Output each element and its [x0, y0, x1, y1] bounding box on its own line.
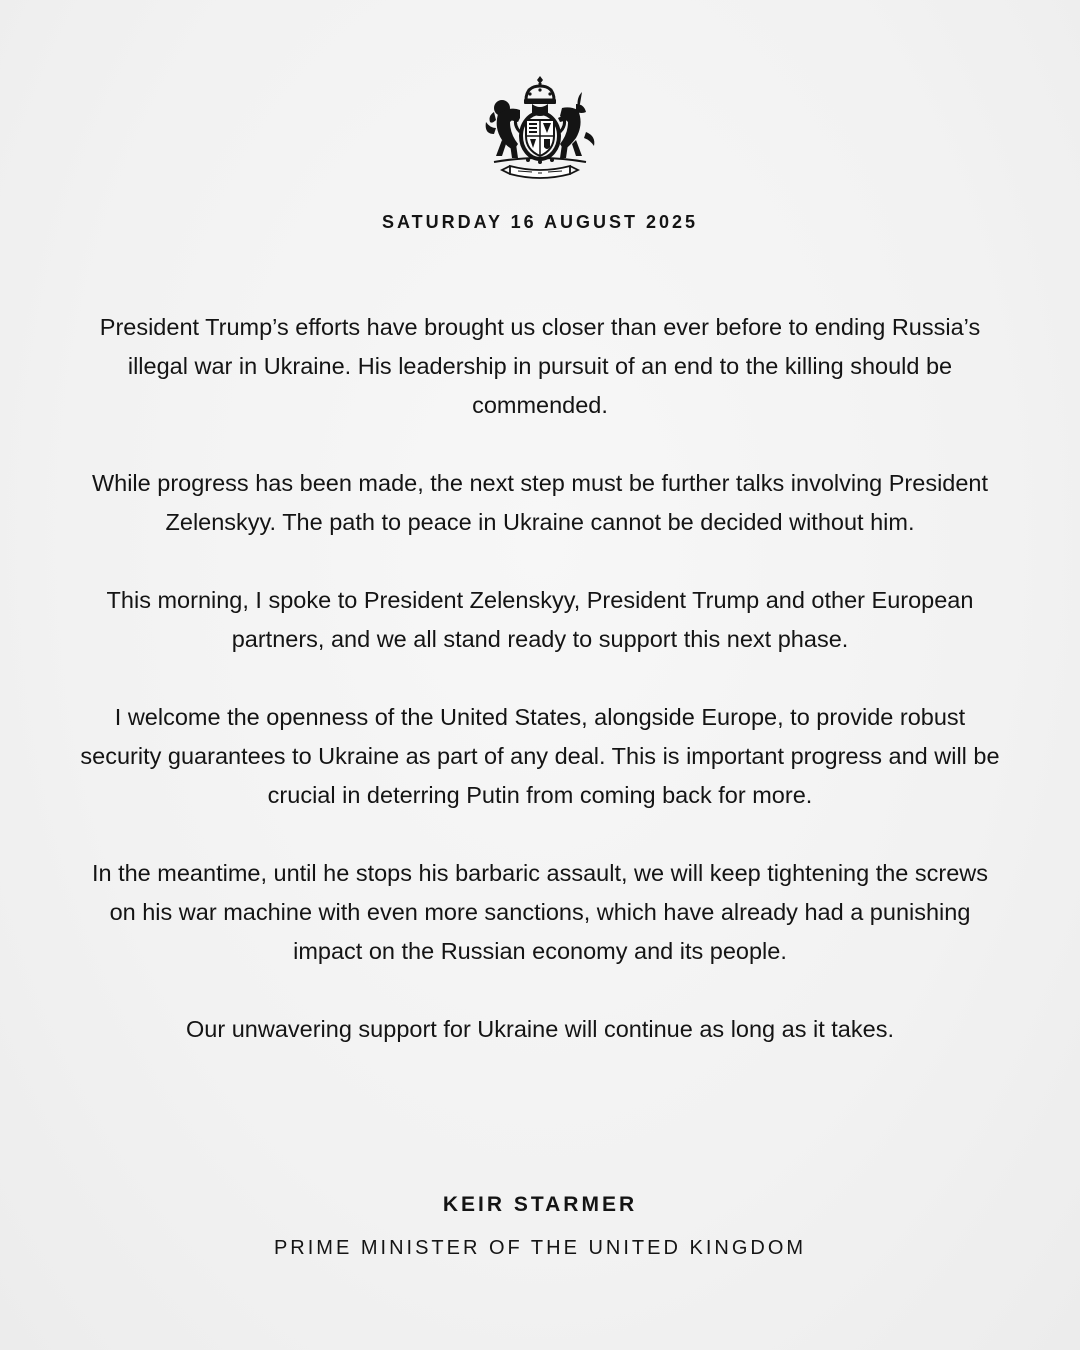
signatory-title: PRIME MINISTER OF THE UNITED KINGDOM	[273, 1237, 807, 1259]
paragraph: While progress has been made, the next step must be further talks involving President Zelenskyy. The path to peace in Ukraine cannot be decided without him.	[91, 470, 989, 535]
royal-coat-of-arms-icon	[480, 74, 600, 182]
signatory-name: KEIR STARMER	[442, 1193, 638, 1216]
paragraph: I welcome the openness of the United States, alongside Europe, to provide robust security guarantees to Ukraine as part of any deal. This is important progress and will be crucial in deterring Putin from coming back for more.	[80, 704, 1000, 808]
statement-body	[80, 308, 1000, 1088]
paragraph: President Trump’s efforts have brought us closer than ever before to ending Russia’s illegal war in Ukraine. His leadership in pursuit of an end to the killing should be commended.	[99, 314, 981, 418]
paragraph: Our unwavering support for Ukraine will continue as long as it takes.	[186, 1016, 894, 1042]
statement-date: SATURDAY 16 AUGUST 2025	[381, 212, 699, 232]
paragraph: In the meantime, until he stops his barbaric assault, we will keep tightening the screws on his war machine with even more sanctions, which have already had a punishing impact on the Russian economy and its people.	[91, 860, 989, 964]
paragraph: This morning, I spoke to President Zelenskyy, President Trump and other European partners, and we all stand ready to support this next phase.	[106, 587, 974, 652]
